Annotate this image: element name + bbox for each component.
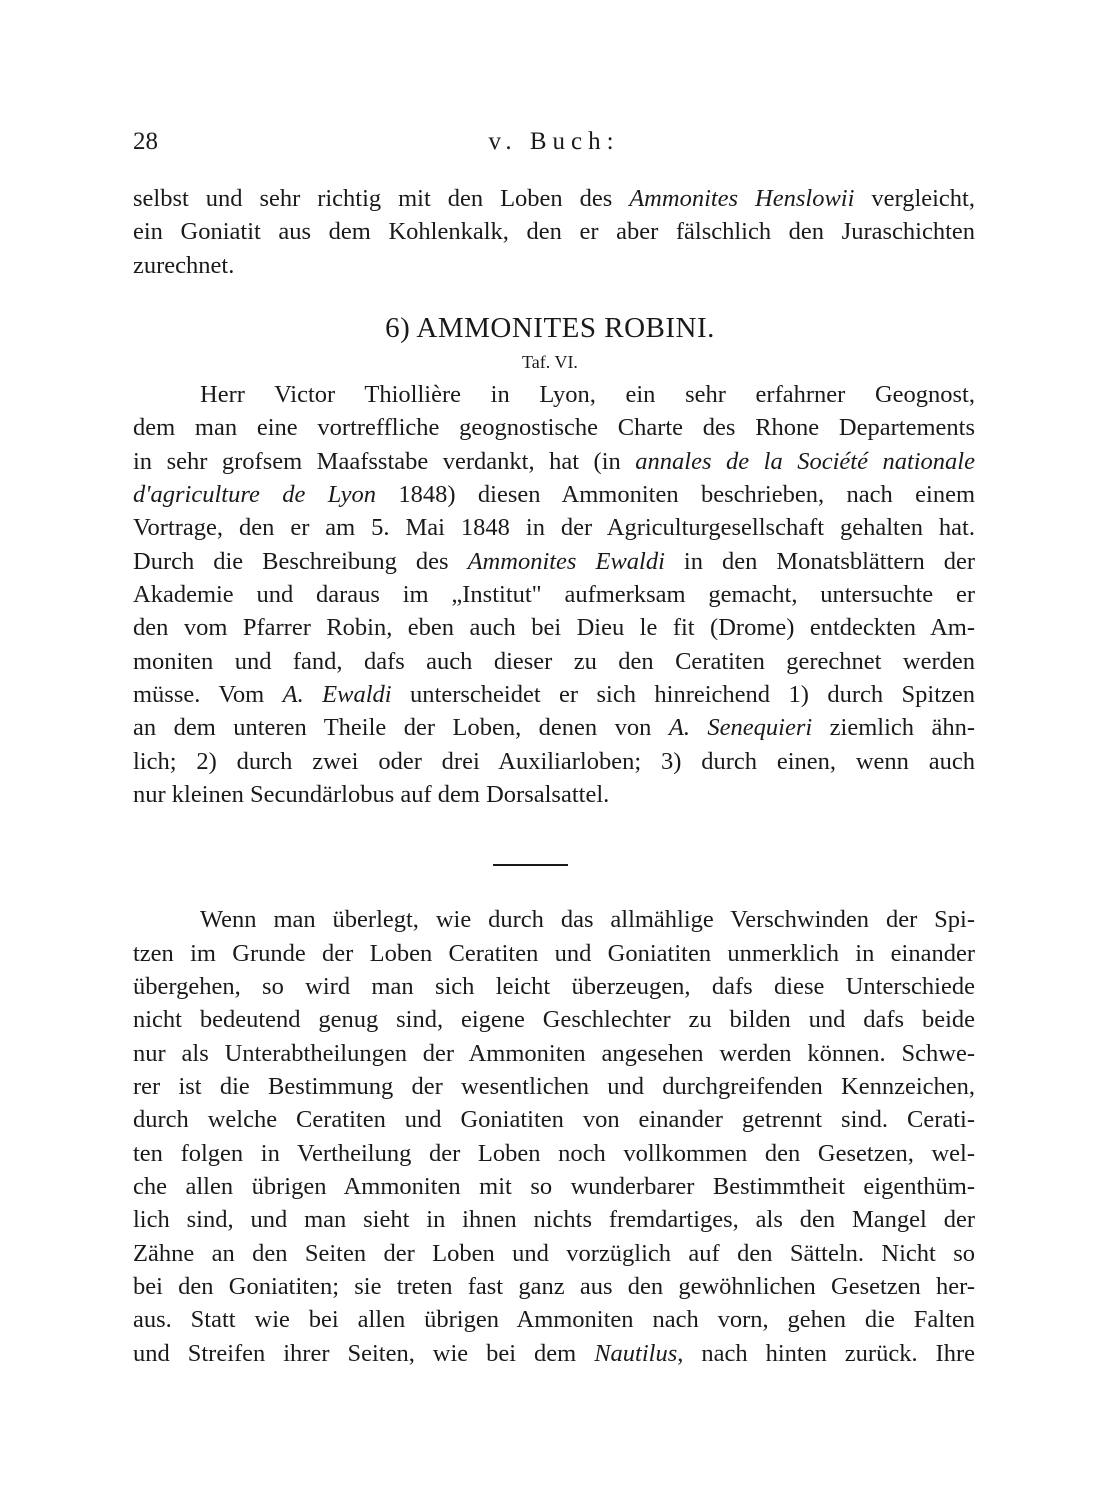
text-line: nicht bedeutend genug sind, eigene Geschlechter zu bilden und dafs beide <box>133 1006 975 1033</box>
text-line: ten folgen in Vertheilung der Loben noch vollkommen den Gesetzen, wel- <box>133 1140 975 1167</box>
page-number: 28 <box>133 128 158 155</box>
text-line: Wenn man überlegt, wie durch das allmählige Verschwinden der Spi- <box>200 906 975 933</box>
text-line: selbst und sehr richtig mit den Loben des Ammonites Henslowii vergleicht, <box>133 185 975 212</box>
section-divider <box>493 864 568 866</box>
text-line: bei den Goniatiten; sie treten fast ganz aus den gewöhnlichen Gesetzen her- <box>133 1273 975 1300</box>
text-line: Vortrage, den er am 5. Mai 1848 in der Agriculturgesellschaft gehalten hat. <box>133 514 975 541</box>
text-line: müsse. Vom A. Ewaldi unterscheidet er sich hinreichend 1) durch Spitzen <box>133 681 976 708</box>
plate-reference: Taf. VI. <box>522 352 578 372</box>
text-line: che allen übrigen Ammoniten mit so wunderbarer Bestimmtheit eigenthüm- <box>133 1173 975 1200</box>
text-line: zurechnet. <box>133 252 235 279</box>
text-line: d'agriculture de Lyon 1848) diesen Ammoniten beschrieben, nach einem <box>133 481 975 508</box>
text-line: ein Goniatit aus dem Kohlenkalk, den er aber fälschlich den Juraschichten <box>133 218 975 245</box>
text-line: aus. Statt wie bei allen übrigen Ammoniten nach vorn, gehen die Falten <box>133 1306 975 1333</box>
text-line: den vom Pfarrer Robin, eben auch bei Dieu le fit (Drome) entdeckten Am- <box>133 614 975 641</box>
page-header <box>133 128 975 160</box>
text-line: Herr Victor Thiollière in Lyon, ein sehr erfahrner Geognost, <box>200 381 975 408</box>
text-line: dem man eine vortreffliche geognostische Charte des Rhone Departements <box>133 414 975 441</box>
text-line: an dem unteren Theile der Loben, denen von A. Senequieri ziemlich ähn- <box>133 714 975 741</box>
section-title: 6) AMMONITES ROBINI. <box>385 312 715 344</box>
text-line: und Streifen ihrer Seiten, wie bei dem Nautilus, nach hinten zurück. Ihre <box>133 1340 975 1367</box>
text-line: durch welche Ceratiten und Goniatiten von einander getrennt sind. Cerati- <box>133 1106 975 1133</box>
text-line: übergehen, so wird man sich leicht überzeugen, dafs diese Unterschiede <box>133 973 975 1000</box>
text-line: in sehr grofsem Maafsstabe verdankt, hat (in annales de la Société nationale <box>133 448 975 475</box>
text-line: tzen im Grunde der Loben Ceratiten und Goniatiten unmerklich in einander <box>133 940 975 967</box>
text-line: nur kleinen Secundärlobus auf dem Dorsalsattel. <box>133 781 610 808</box>
running-head: v. Buch: <box>488 128 620 155</box>
text-line: rer ist die Bestimmung der wesentlichen und durchgreifenden Kennzeichen, <box>133 1073 975 1100</box>
text-line: moniten und fand, dafs auch dieser zu den Ceratiten gerechnet werden <box>133 648 975 675</box>
text-line: Akademie und daraus im „Institut" aufmerksam gemacht, untersuchte er <box>133 581 975 608</box>
text-line: lich sind, und man sieht in ihnen nichts fremdartiges, als den Mangel der <box>133 1206 975 1233</box>
text-line: nur als Unterabtheilungen der Ammoniten angesehen werden können. Schwe- <box>133 1040 975 1067</box>
text-line: lich; 2) durch zwei oder drei Auxiliarloben; 3) durch einen, wenn auch <box>133 748 975 775</box>
text-line: Zähne an den Seiten der Loben und vorzüglich auf den Sätteln. Nicht so <box>133 1240 975 1267</box>
text-line: Durch die Beschreibung des Ammonites Ewaldi in den Monatsblättern der <box>133 548 976 575</box>
